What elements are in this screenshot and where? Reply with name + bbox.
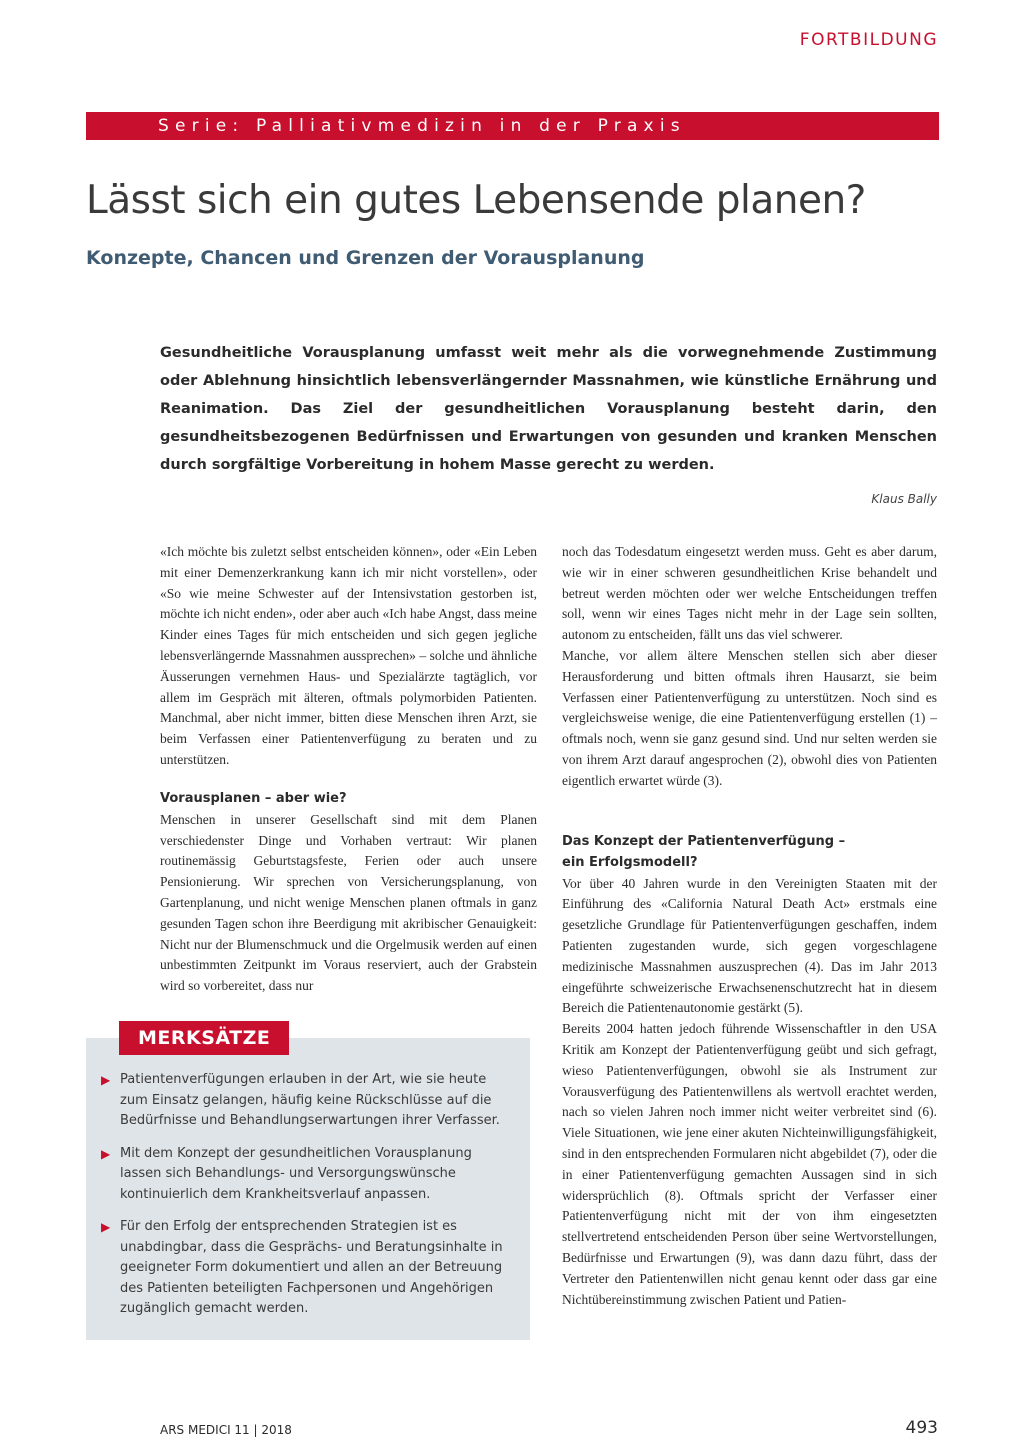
triangle-right-icon: ▶ bbox=[101, 1073, 111, 1087]
merksaetze-list bbox=[100, 1070, 515, 1332]
list-item bbox=[100, 1070, 515, 1132]
article-title: Lässt sich ein gutes Lebensende planen? bbox=[86, 178, 866, 223]
article-author: Klaus Bally bbox=[871, 492, 937, 506]
section-heading-patientenverfuegung bbox=[562, 832, 937, 874]
article-lead: Gesundheitliche Vorausplanung umfasst weit mehr als die vorwegnehmende Zustimmung oder Ablehnung hinsichtlich lebensverlängernder Massnahmen, wie künstliche Ernährung und Reanimation. Das Ziel der gesundheitlichen Vorausplanung besteht darin, den gesundheitsbezogenen Bedürfnissen und Erwartungen von gesunden und kranken Menschen durch sorgfältige Vorbereitung in hohem Masse gerecht zu werden. bbox=[160, 345, 937, 473]
body-paragraph-5: Bereits 2004 hatten jedoch führende Wissenschaftler in den USA Kritik am Konzept der Patientenverfügung geübt und sich gefragt, wieso Patientenverfügungen, obwohl sie als Instrument zur Vorausverfügung des Patientenwillens als wertvoll erachtet werden, nach so vielen Jahren noch immer nicht weiter verbreitet sind (6). Viele Situationen, wie jene einer akuten Nichteinwilligungsfähigkeit, sind in den entsprechenden Formularen nicht abgebildet (7), oder die in einer Patientenverfügung gemachten Aussagen sind in sich widersprüchlich (8). Oftmals spricht der Verfasser einer Patientenverfügung nicht mit der von ihm eingesetzten stellvertretend entscheidenden Person über seine Wertvorstellungen, Bedürfnisse und Erwartungen (9), was dann dazu führt, dass der Vertreter den Patientenwillen nicht genau kennt oder dass gar eine Nichtübereinstimmung zwischen Patient und Patien- bbox=[562, 1021, 937, 1307]
merksatz-text: Mit dem Konzept der gesundheitlichen Vorausplanung lassen sich Behandlungs- und Versorgungswünsche kontinuierlich dem Krankheitsverlauf anpassen. bbox=[120, 1145, 472, 1202]
section-heading-vorausplanen: Vorausplanen – aber wie? bbox=[160, 791, 347, 806]
body-paragraph-2: noch das Todesdatum eingesetzt werden muss. Geht es aber darum, wie wir in einer schweren gesundheitlichen Krise behandelt und betreut werden möchten oder wer welche Entscheidungen treffen soll, wenn wir eines Tages nicht mehr in der Lage sein sollten, autonom zu entscheiden, fällt uns das viel schwerer. bbox=[562, 544, 937, 643]
body-column-right-bottom bbox=[562, 832, 937, 1310]
body-paragraph-3: Manche, vor allem ältere Menschen stellen sich aber dieser Herausforderung und bitten oftmals ihren Hausarzt, sie beim Verfassen einer Patientenverfügung zu unterstützen. Noch sind es vergleichsweise wenige, die eine Patientenverfügung erstellen (1) – oftmals noch, wenn sie ganz gesund sind. Und nur selten werden sie von ihrem Arzt darauf angesprochen (2), obwohl dies von Patienten eigentlich erwartet würde (3). bbox=[562, 647, 937, 788]
body-column-right-top bbox=[562, 542, 937, 792]
body-column-left-bottom bbox=[160, 789, 537, 997]
section-label: FORTBILDUNG bbox=[799, 30, 938, 50]
merksatz-text: Patientenverfügungen erlauben in der Art, wie sie heute zum Einsatz gelangen, häufig keine Rückschlüsse auf die Bedürfnisse und Behandlungserwartungen ihrer Verfasser. bbox=[120, 1072, 500, 1128]
body-paragraph-4: Vor über 40 Jahren wurde in den Vereinigten Staaten mit der Einführung des «California Natural Death Act» erstmals eine gesetzliche Grundlage für Patientenverfügungen geschaffen, indem Patienten zugestanden wurde, sich gegen vorgeschlagene medizinische Massnahmen auszusprechen (4). Das im Jahr 2013 eingeführte schweizerische Erwachsenenschutzrecht hat in diesem Bereich die Patientenautonomie gestärkt (5). bbox=[562, 875, 937, 1016]
body-column-left-top bbox=[160, 542, 537, 771]
body-paragraph-1: Menschen in unserer Gesellschaft sind mit dem Planen verschiedenster Dinge und Vorhaben vertraut: Wir planen routinemässig Geburtstagsfeste, Ferien oder auch unsere Pensionierung. Wir sprechen von Versicherungsplanung, von Gartenplanung, und nicht wenige Menschen planen oftmals in ganz gesunden Tagen schon ihre Beerdigung mit akribischer Genauigkeit: Nicht nur der Blumenschmuck und die Orgelmusik werden auf einen unbestimmten Zeitpunkt im Voraus reserviert, auch der Grabstein wird so vorbereitet, dass nur bbox=[160, 811, 537, 994]
section-heading-line-2: ein Erfolgsmodell? bbox=[562, 854, 698, 870]
journal-footer: ARS MEDICI 11 | 2018 bbox=[160, 1423, 292, 1437]
article-subtitle: Konzepte, Chancen und Grenzen der Vorausplanung bbox=[86, 247, 645, 269]
triangle-right-icon: ▶ bbox=[101, 1220, 111, 1234]
page-number: 493 bbox=[905, 1418, 938, 1438]
merksaetze-label: MERKSÄTZE bbox=[119, 1021, 289, 1055]
merksatz-text: Für den Erfolg der entsprechenden Strategien ist es unabdingbar, dass die Gesprächs- und Beratungsinhalte in geeigneter Form dokumentiert und allen an der Betreuung des Patienten beteiligten Fachpersonen und Angehörigen zugänglich gemacht werden. bbox=[120, 1219, 503, 1316]
list-item bbox=[100, 1144, 515, 1206]
list-item bbox=[100, 1217, 515, 1320]
series-banner: Serie: Palliativmedizin in der Praxis bbox=[86, 112, 939, 140]
triangle-right-icon: ▶ bbox=[101, 1146, 111, 1161]
section-heading-line-1: Das Konzept der Patientenverfügung – bbox=[562, 834, 846, 849]
intro-paragraph: «Ich möchte bis zuletzt selbst entscheiden können», oder «Ein Leben mit einer Demenzerkrankung kann ich mir nicht vorstellen», oder «So wie meine Schwester auf der Intensivstation gestorben ist, möchte ich nicht enden», oder aber auch «Ich habe Angst, dass meine Kinder eines Tages für mich entscheiden und sich gegen jegliche lebensverlängernde Massnahmen aussprechen» – solche und ähnliche Äusserungen vernehmen Haus- und Spezialärzte tagtäglich, vor allem im Gespräch mit älteren, oftmals polymorbiden Patienten. Manchmal, aber nicht immer, bitten diese Menschen ihren Arzt, sie beim Verfassen einer Patientenverfügung zu beraten und zu unterstützen. bbox=[160, 544, 537, 767]
